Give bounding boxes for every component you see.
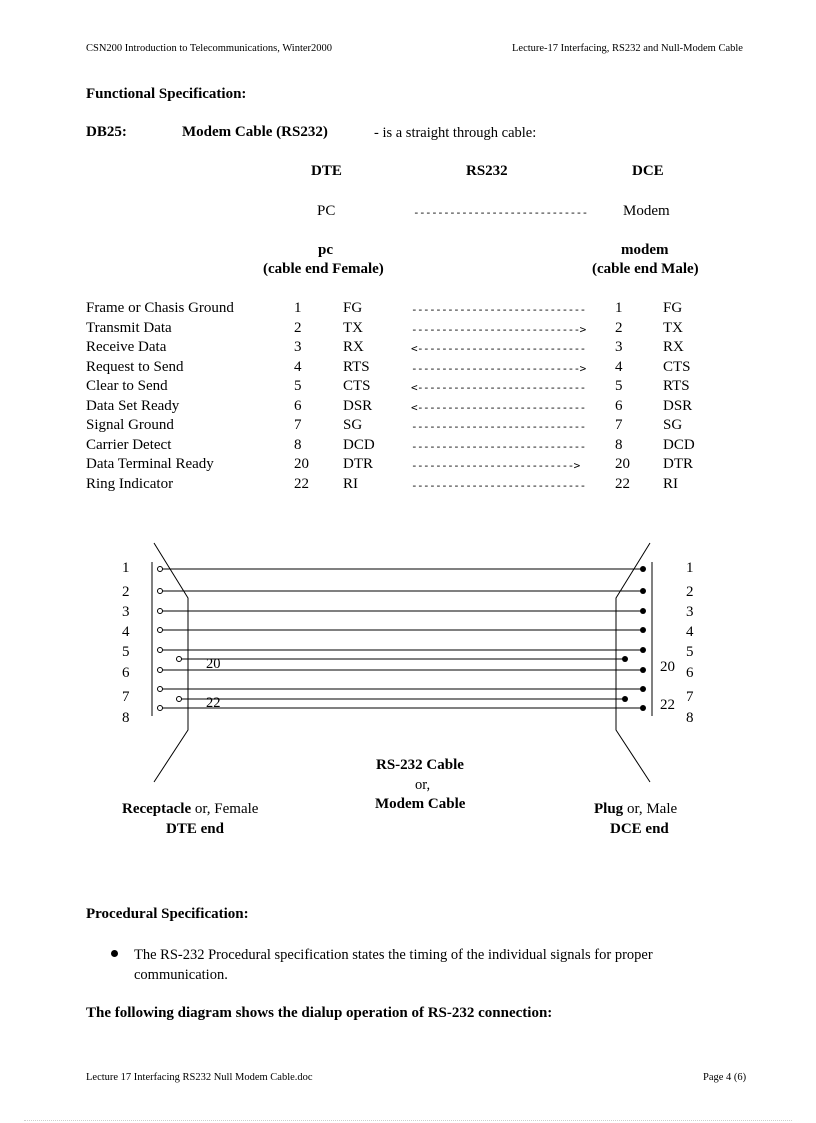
- dce-pin: 2: [615, 319, 623, 336]
- female-pin-2: [158, 589, 163, 594]
- dte-pin: 2: [294, 319, 302, 336]
- dte-signal: FG: [343, 300, 363, 316]
- dce-heading: DCE: [632, 163, 664, 179]
- signal-direction: -----------------------------: [411, 478, 586, 492]
- dce-pin: 4: [615, 358, 623, 375]
- receptacle-word: Receptacle: [122, 801, 192, 817]
- dte-signal: RTS: [343, 358, 370, 375]
- diagram-left-pin-number: 8: [122, 710, 130, 726]
- signal-direction: ---------------------------->: [411, 361, 586, 375]
- dte-signal: RI: [343, 475, 358, 492]
- signal-direction: <----------------------------: [411, 342, 586, 355]
- female-pin-1: [158, 567, 163, 572]
- female-pin-22: [177, 697, 182, 702]
- procedural-spec-heading: Procedural Specification:: [86, 906, 249, 922]
- dte-signal: TX: [343, 319, 363, 336]
- signal-name: Signal Ground: [86, 417, 174, 433]
- diagram-right-pin-number: 6: [686, 665, 694, 681]
- male-pin-6: [640, 667, 646, 673]
- signal-direction: <----------------------------: [411, 400, 586, 414]
- dce-signal: RX: [663, 339, 684, 355]
- male-pin-2: [640, 588, 646, 594]
- dce-signal: FG: [663, 300, 683, 316]
- male-pin-22: [622, 696, 628, 702]
- female-pin-3: [158, 609, 163, 614]
- pc-label: PC: [317, 203, 336, 219]
- dte-end-label: DTE end: [166, 821, 224, 837]
- signal-direction: -----------------------------: [411, 303, 586, 316]
- signal-direction: -----------------------------: [411, 439, 586, 453]
- dce-signal: SG: [663, 417, 683, 433]
- dte-pin: 20: [294, 456, 309, 472]
- diagram-left-pin-number: 4: [122, 624, 130, 640]
- signal-name: Request to Send: [86, 358, 184, 375]
- dce-signal: DSR: [663, 397, 693, 414]
- pc-lower-label: pc: [318, 242, 333, 258]
- female-pin-20: [177, 657, 182, 662]
- modem-label: Modem: [623, 203, 670, 219]
- footer-filename: Lecture 17 Interfacing RS232 Null Modem Cable.doc: [86, 1072, 313, 1083]
- male-pin-5: [640, 647, 646, 653]
- pc-modem-dash-line: -----------------------------: [413, 206, 588, 219]
- diagram-left-pin-number: 6: [122, 665, 130, 681]
- dce-end-label: DCE end: [610, 821, 669, 837]
- dce-pin: 8: [615, 436, 623, 453]
- signal-name: Transmit Data: [86, 319, 172, 336]
- female-word: or, Female: [191, 801, 259, 817]
- dte-pin: 7: [294, 417, 302, 433]
- dce-pin: 22: [615, 475, 630, 492]
- signal-name: Ring Indicator: [86, 475, 174, 492]
- dce-signal: CTS: [663, 358, 691, 375]
- diagram-left-pin-number: 5: [122, 644, 130, 660]
- male-pin-7: [640, 686, 646, 692]
- procedural-bullet-line-2: communication.: [134, 967, 228, 983]
- dce-pin: 5: [615, 378, 623, 394]
- signal-name: Frame or Chasis Ground: [86, 300, 234, 316]
- signal-name: Receive Data: [86, 339, 167, 355]
- header-course-title: CSN200 Introduction to Telecommunications, Winter2000: [86, 43, 333, 54]
- diagram-right-pin-number: 5: [686, 644, 694, 660]
- dte-pin: 22: [294, 475, 309, 492]
- footer-page-number: Page 4 (6): [703, 1072, 747, 1083]
- dce-pin: 20: [615, 456, 630, 472]
- diagram-right-pin-number: 1: [686, 560, 694, 576]
- female-pin-4: [158, 628, 163, 633]
- modem-cable-title: Modem Cable (RS232): [182, 124, 328, 140]
- female-pin-8: [158, 706, 163, 711]
- dialup-diagram-intro: The following diagram shows the dialup operation of RS-232 connection:: [86, 1005, 553, 1021]
- dce-signal: DTR: [663, 456, 693, 472]
- diagram-right-pin-number: 3: [686, 604, 694, 620]
- male-pin-8: [640, 705, 646, 711]
- dte-pin: 5: [294, 378, 302, 394]
- rs232-heading: RS232: [466, 163, 508, 179]
- male-word: or, Male: [623, 801, 678, 817]
- dce-pin: 1: [615, 300, 623, 316]
- dte-signal: DSR: [343, 397, 373, 414]
- signal-direction: --------------------------->: [411, 459, 580, 472]
- cable-alt-name: Modem Cable: [375, 796, 466, 812]
- dte-signal: CTS: [343, 378, 371, 394]
- male-pin-4: [640, 627, 646, 633]
- diagram-right-pin-number: 7: [686, 689, 694, 705]
- male-pin-3: [640, 608, 646, 614]
- dte-signal: RX: [343, 339, 364, 355]
- dte-pin: 6: [294, 397, 302, 414]
- dce-pin: 3: [615, 339, 623, 355]
- female-pin-6: [158, 668, 163, 673]
- dce-signal: RTS: [663, 378, 690, 394]
- cable-description: - is a straight through cable:: [374, 125, 537, 141]
- bullet-icon: [111, 950, 118, 957]
- diagram-right-pin-number: 4: [686, 624, 694, 640]
- dte-cable-end-label: (cable end Female): [263, 261, 384, 277]
- diagram-left-pin-number: 3: [122, 604, 130, 620]
- modem-lower-label: modem: [621, 242, 669, 258]
- diagram-right-pin-22-label: 22: [660, 697, 675, 713]
- dte-heading: DTE: [311, 163, 342, 179]
- signal-name: Data Terminal Ready: [86, 456, 214, 472]
- diagram-right-pin-20-label: 20: [660, 659, 675, 675]
- diagram-left-pin-number: 1: [122, 560, 130, 576]
- diagram-left-pin-22-label: 22: [206, 695, 221, 711]
- signal-direction: ---------------------------->: [411, 322, 586, 336]
- dce-pin: 7: [615, 417, 623, 433]
- dce-signal: TX: [663, 319, 683, 336]
- signal-direction: -----------------------------: [411, 420, 586, 433]
- dte-pin: 1: [294, 300, 302, 316]
- header-lecture-title: Lecture-17 Interfacing, RS232 and Null-Modem Cable: [512, 43, 743, 54]
- plug-word: Plug: [594, 801, 624, 817]
- dce-pin: 6: [615, 397, 623, 414]
- female-pin-7: [158, 687, 163, 692]
- functional-spec-heading: Functional Specification:: [86, 86, 247, 102]
- diagram-left-pin-20-label: 20: [206, 656, 221, 672]
- signal-name: Carrier Detect: [86, 436, 172, 453]
- male-pin-20: [622, 656, 628, 662]
- signal-name: Data Set Ready: [86, 397, 180, 414]
- diagram-left-pin-number: 7: [122, 689, 130, 705]
- dce-cable-end-label: (cable end Male): [592, 261, 699, 277]
- left-end-label: [122, 801, 258, 818]
- dte-signal: DCD: [343, 436, 375, 453]
- dte-signal: SG: [343, 417, 363, 433]
- diagram-right-pin-number: 2: [686, 584, 694, 600]
- diagram-right-pin-number: 8: [686, 710, 694, 726]
- db25-label: DB25:: [86, 124, 127, 140]
- cable-title: RS-232 Cable: [376, 757, 464, 773]
- dte-signal: DTR: [343, 456, 373, 472]
- right-end-label: [594, 801, 677, 818]
- dce-signal: DCD: [663, 436, 695, 453]
- page-bottom-border: [24, 1120, 792, 1122]
- dte-pin: 3: [294, 339, 302, 355]
- signal-direction: <----------------------------: [411, 381, 586, 394]
- cable-or: or,: [415, 777, 431, 793]
- dte-pin: 8: [294, 436, 302, 453]
- left-connector-shell: [154, 543, 188, 782]
- dte-pin: 4: [294, 358, 302, 375]
- diagram-left-pin-number: 2: [122, 584, 130, 600]
- dce-signal: RI: [663, 475, 678, 492]
- male-pin-1: [640, 566, 646, 572]
- procedural-bullet-line-1: The RS-232 Procedural specification states the timing of the individual signals for proper: [134, 947, 653, 963]
- right-connector-shell: [616, 543, 650, 782]
- female-pin-5: [158, 648, 163, 653]
- signal-name: Clear to Send: [86, 378, 168, 394]
